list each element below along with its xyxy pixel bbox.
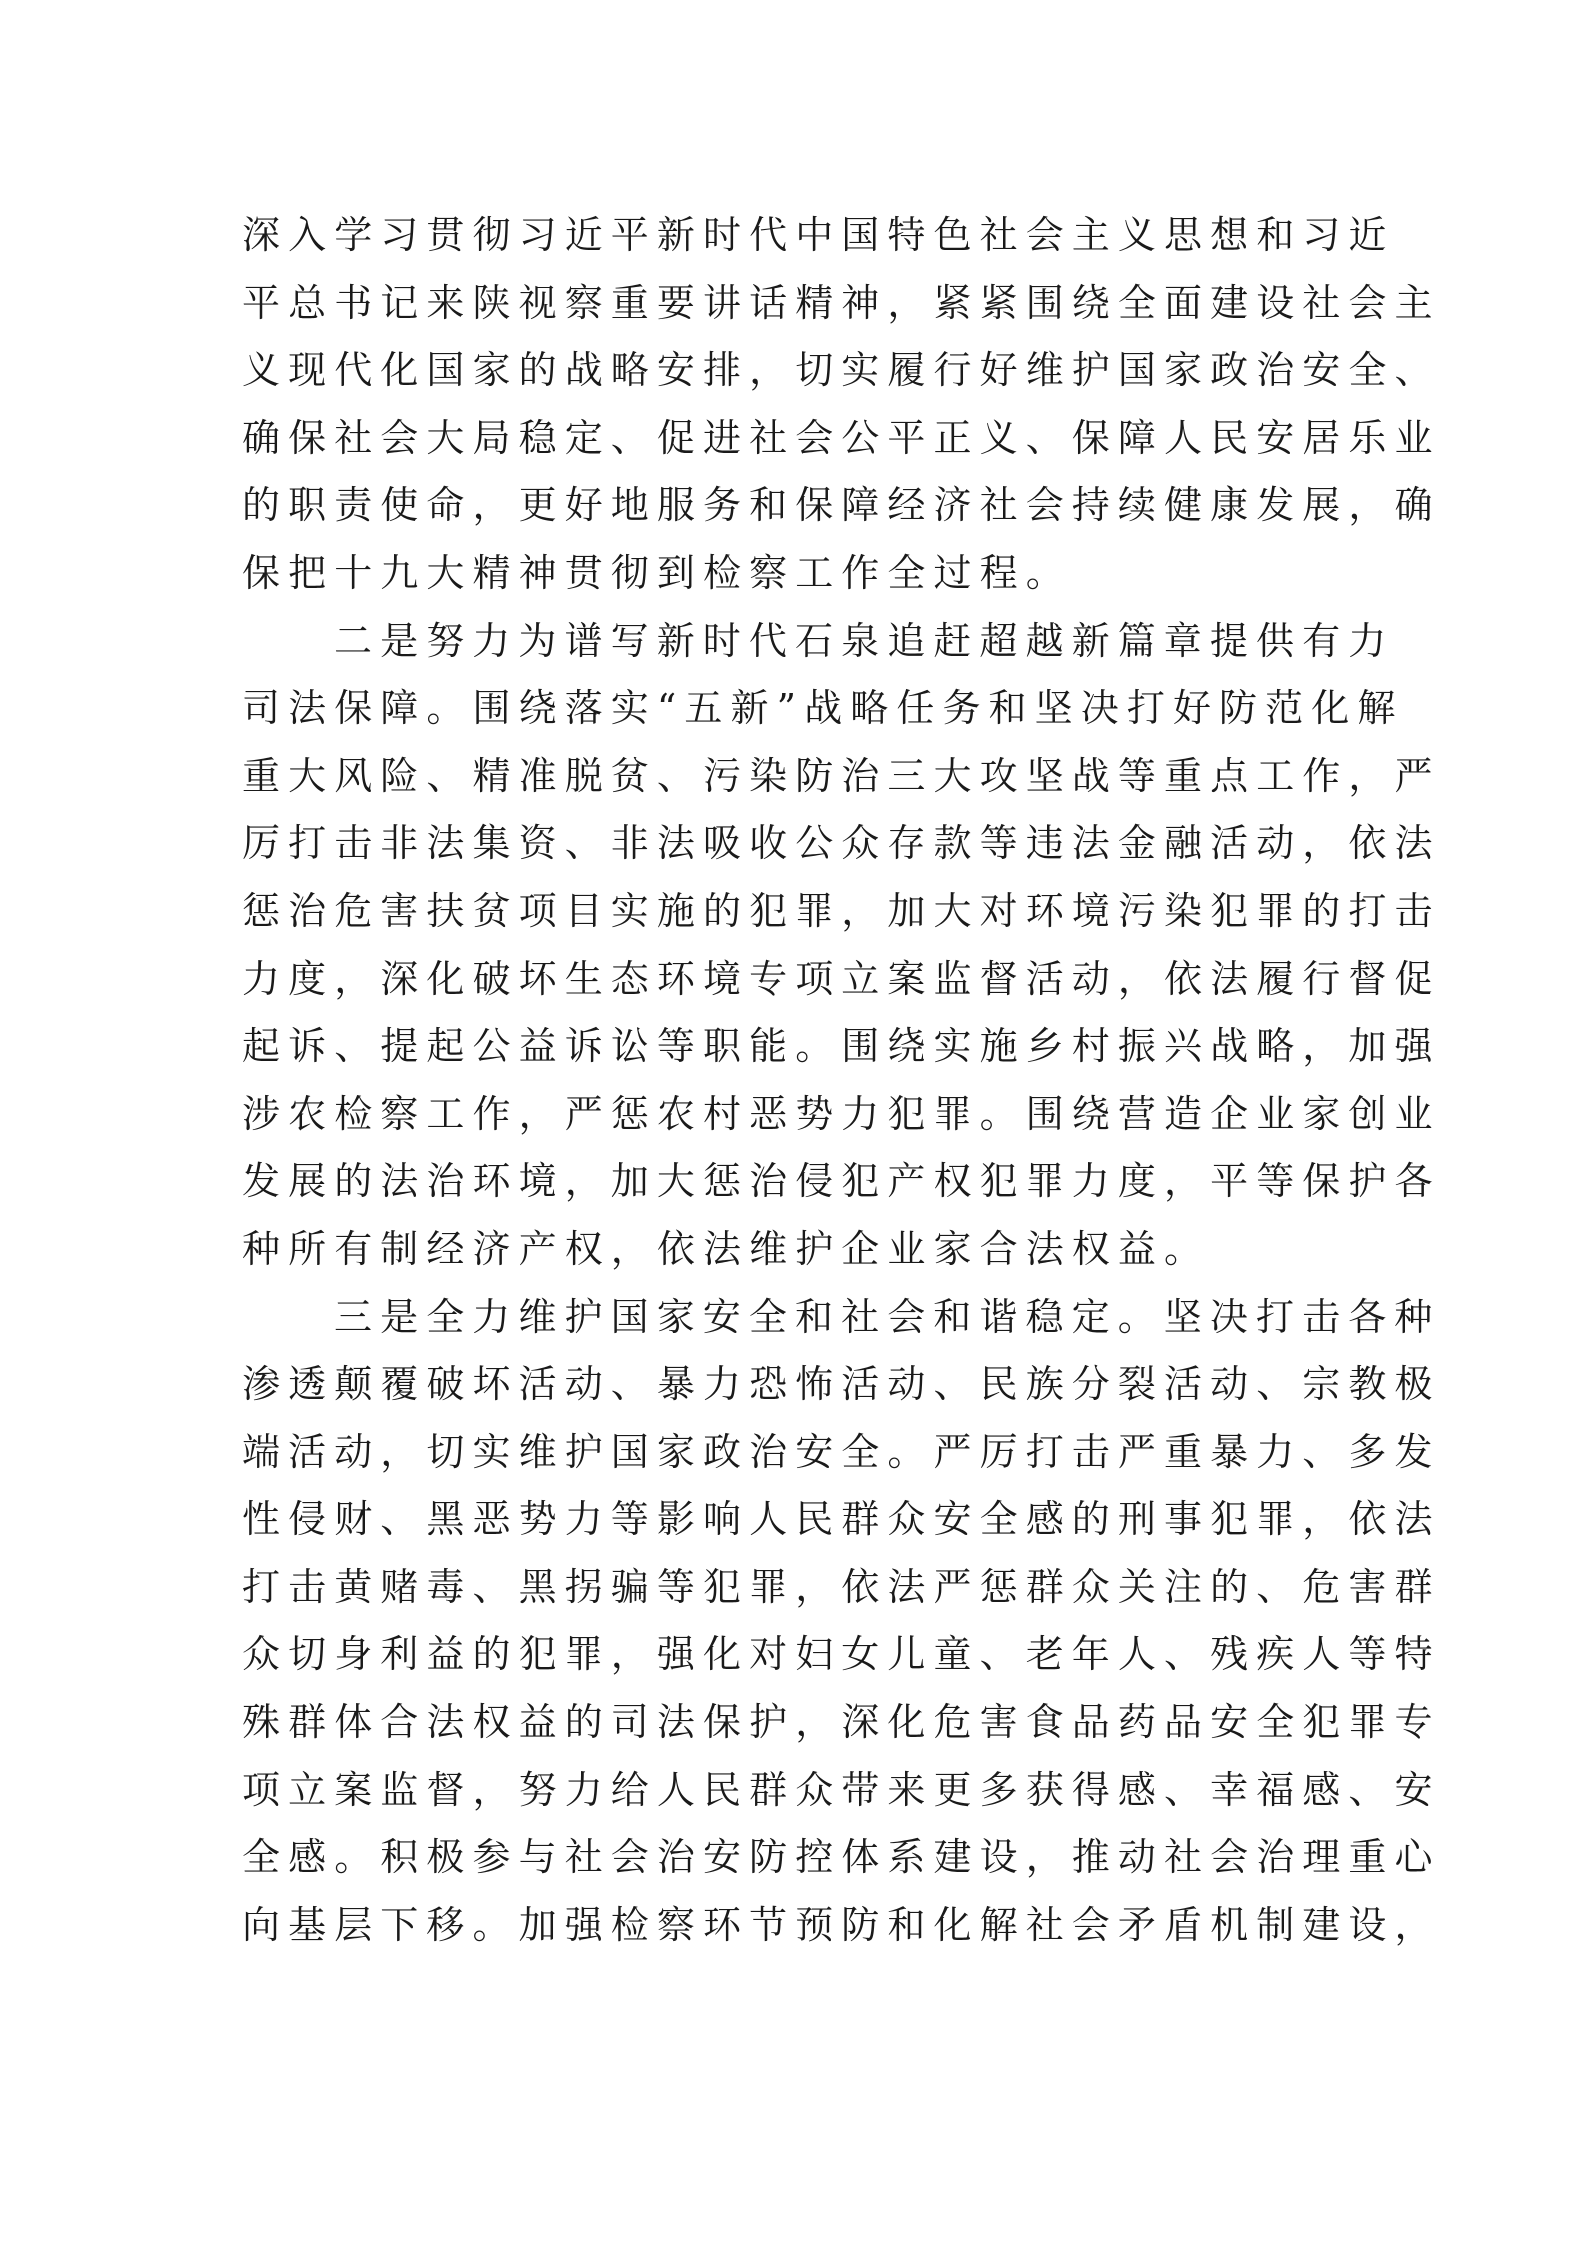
text-line: 深入学习贯彻习近平新时代中国特色社会主义思想和习近 xyxy=(242,213,1395,257)
text-line: 端活动，切实维护国家政治安全。严厉打击严重暴力、多发 xyxy=(242,1429,1441,1474)
text-line: 涉农检察工作，严惩农村恶势力犯罪。围绕营造企业家创业 xyxy=(242,1091,1441,1136)
text-line: 打击黄赌毒、黑拐骗等犯罪，依法严惩群众关注的、危害群 xyxy=(242,1564,1441,1609)
text-line: 向基层下移。加强检察环节预防和化解社会矛盾机制建设， xyxy=(242,1902,1441,1947)
text-line: 众切身利益的犯罪，强化对妇女儿童、老年人、残疾人等特 xyxy=(242,1632,1441,1677)
text-line: 义现代化国家的战略安排，切实履行好维护国家政治安全、 xyxy=(242,348,1441,393)
text-line: 渗透颠覆破坏活动、暴力恐怖活动、民族分裂活动、宗教极 xyxy=(242,1362,1441,1407)
text-line: 全感。积极参与社会治安防控体系建设，推动社会治理重心 xyxy=(242,1835,1441,1880)
paragraph-3-first-line: 三是全力维护国家安全和社会和谐稳定。坚决打击各种 xyxy=(334,1294,1441,1339)
text-line: 厉打击非法集资、非法吸收公众存款等违法金融活动，依法 xyxy=(242,821,1441,866)
text-line: 发展的法治环境，加大惩治侵犯产权犯罪力度，平等保护各 xyxy=(242,1159,1441,1204)
text-line: 项立案监督，努力给人民群众带来更多获得感、幸福感、安 xyxy=(242,1767,1441,1812)
text-line: 的职责使命，更好地服务和保障经济社会持续健康发展，确 xyxy=(242,483,1441,528)
text-line: 平总书记来陕视察重要讲话精神，紧紧围绕全面建设社会主 xyxy=(242,280,1441,325)
text-line: 性侵财、黑恶势力等影响人民群众安全感的刑事犯罪，依法 xyxy=(242,1497,1441,1542)
text-line: 起诉、提起公益诉讼等职能。围绕实施乡村振兴战略，加强 xyxy=(242,1024,1441,1069)
body-text xyxy=(242,202,1441,1959)
paragraph-2-first-line: 二是努力为谱写新时代石泉追赶超越新篇章提供有力 xyxy=(334,618,1395,663)
text-line: 殊群体合法权益的司法保护，深化危害食品药品安全犯罪专 xyxy=(242,1700,1441,1745)
text-line: 保把十九大精神贯彻到检察工作全过程。 xyxy=(242,550,1072,595)
text-line: 惩治危害扶贫项目实施的犯罪，加大对环境污染犯罪的打击 xyxy=(242,888,1441,933)
text-line: 确保社会大局稳定、促进社会公平正义、保障人民安居乐业 xyxy=(242,415,1441,460)
text-line: 种所有制经济产权，依法维护企业家合法权益。 xyxy=(242,1226,1211,1271)
text-line: 重大风险、精准脱贫、污染防治三大攻坚战等重点工作，严 xyxy=(242,753,1441,798)
text-line: 司法保障。围绕落实“五新”战略任务和坚决打好防范化解 xyxy=(242,686,1404,731)
text-line: 力度，深化破坏生态环境专项立案监督活动，依法履行督促 xyxy=(242,956,1441,1001)
